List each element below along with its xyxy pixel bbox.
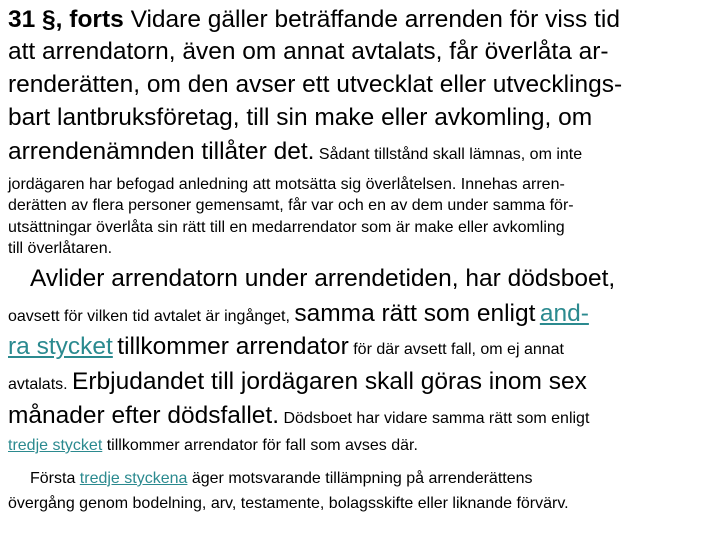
p1-line-8: utsättningar överlåta sin rätt till en medarrendator som är make eller avkomling <box>8 219 565 236</box>
p2-line-1: Avlider arrendatorn under arrendetiden, har dödsboet, <box>30 265 616 292</box>
p1-line-2: att arrendatorn, även om annat avtalats, får överlåta ar- <box>8 38 609 65</box>
p2-line-4: avtalats. Erbjudandet till jordägaren skall göras inom sex <box>8 368 587 395</box>
p1-line-3: renderätten, om den avser ett utvecklat eller utvecklings- <box>8 71 623 98</box>
p2-line-3: ra stycket tillkommer arrendator för där avsett fall, om ej annat <box>8 333 564 360</box>
p3-line-1: Första tredje styckena äger motsvarande tillämpning på arrenderättens <box>30 470 533 487</box>
p2-line-6: tredje stycket tillkommer arrendator för fall som avses där. <box>8 437 418 454</box>
p3-line-2: övergång genom bodelning, arv, testamente, bolagsskifte eller liknande förvärv. <box>8 495 569 512</box>
link-tredje-styckena[interactable]: tredje styckena <box>79 470 188 487</box>
p1-line-6: jordägaren har befogad anledning att motsätta sig överlåtelsen. Innehas arren- <box>8 176 565 193</box>
section-heading: 31 §, forts <box>8 6 124 33</box>
p2-line-2: oavsett för vilken tid avtalet är ingånget, samma rätt som enligt and- <box>8 300 589 327</box>
p1-line-1: 31 §, forts Vidare gäller beträffande arrenden för viss tid <box>8 6 620 33</box>
link-andra-stycket-cont[interactable]: ra stycket <box>8 333 113 360</box>
p1-line-5: arrendenämnden tillåter det. Sådant tillstånd skall lämnas, om inte <box>8 138 583 165</box>
p1-line-9: till överlåtaren. <box>8 240 113 257</box>
p1-line-4: bart lantbruksföretag, till sin make eller avkomling, om <box>8 104 593 131</box>
p1-line-7: derätten av flera personer gemensamt, får var och en av dem under samma för- <box>8 197 574 214</box>
link-andra-stycket[interactable]: and- <box>539 300 589 327</box>
p2-line-5: månader efter dödsfallet. Dödsboet har vidare samma rätt som enligt <box>8 402 590 429</box>
link-tredje-stycket[interactable]: tredje stycket <box>8 437 103 454</box>
